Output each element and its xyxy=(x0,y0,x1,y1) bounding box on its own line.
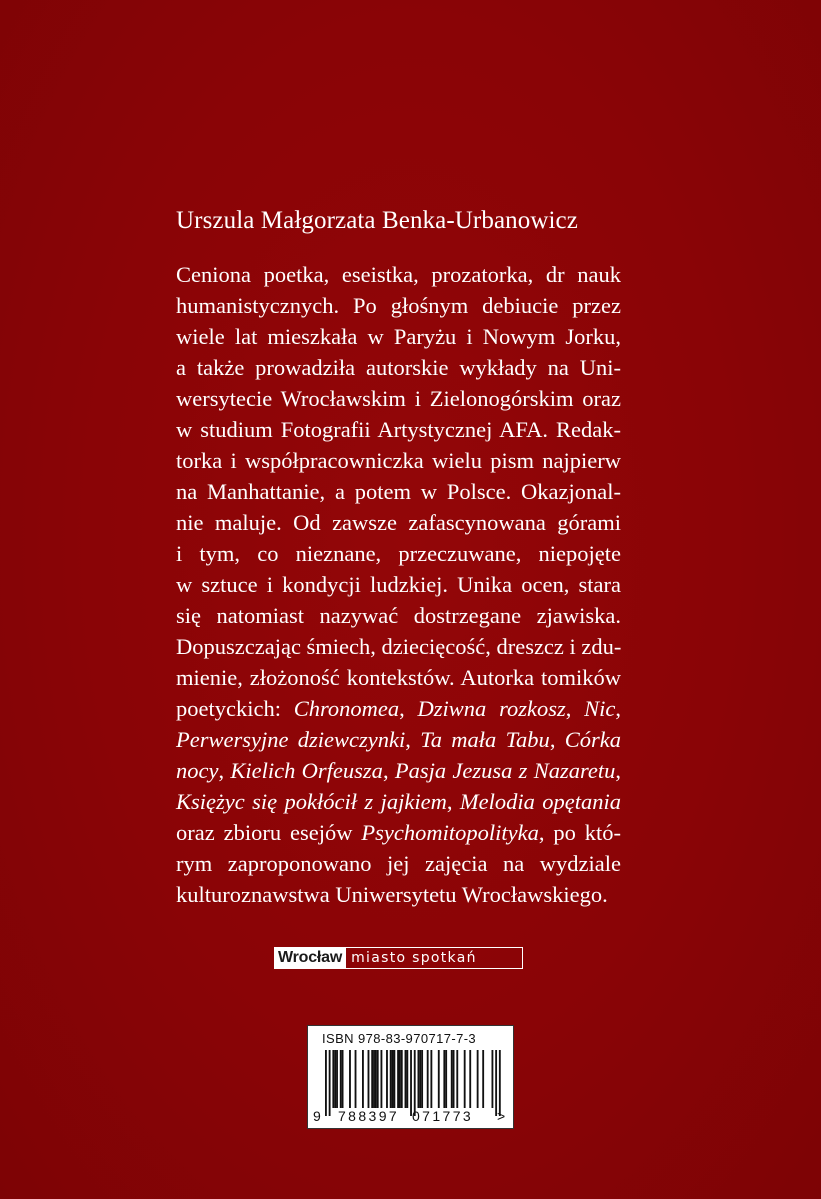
barcode-bar xyxy=(392,1050,394,1108)
bio-line xyxy=(176,414,621,445)
bio-line xyxy=(176,507,621,538)
bio-line xyxy=(176,352,621,383)
barcode-guard-bar xyxy=(495,1050,497,1116)
barcode-bar xyxy=(492,1050,494,1108)
bio-text: na Manhattanie, a potem w Polsce. Okazjonal- xyxy=(176,479,621,504)
bio-text: , xyxy=(382,758,395,783)
bio-line xyxy=(176,383,621,414)
barcode-bar xyxy=(419,1050,421,1108)
barcode-bar xyxy=(445,1050,447,1108)
author-biography xyxy=(176,259,621,910)
bio-title-italic: nocy xyxy=(176,758,219,783)
bio-text: nie maluje. Od zawsze zafascynowana górami xyxy=(176,510,621,535)
bio-text: wersytecie Wrocławskim i Zielonogórskim oraz xyxy=(176,386,621,411)
barcode-bar xyxy=(438,1050,440,1108)
bio-text: wiele lat mieszkała w Paryżu i Nowym Jorku, xyxy=(176,324,621,349)
barcode-bar xyxy=(464,1050,466,1108)
bio-text: , xyxy=(615,758,622,783)
bio-line xyxy=(176,786,621,817)
author-name: Urszula Małgorzata Benka-Urbanowicz xyxy=(176,207,578,234)
barcode-bar xyxy=(456,1050,458,1108)
bio-text: , po któ- xyxy=(538,820,621,845)
bio-text: w studium Fotografii Artystycznej AFA. Redak- xyxy=(176,417,621,442)
bio-line xyxy=(176,755,621,786)
barcode-bar xyxy=(399,1050,401,1108)
bio-text: Dopuszczając śmiech, dziecięcość, dreszcz i zdu- xyxy=(176,634,622,659)
barcode-bar xyxy=(368,1050,370,1108)
barcode-bar xyxy=(381,1050,383,1108)
barcode-bar xyxy=(401,1050,403,1108)
bio-title-italic: Perwersyjne dziewczynki xyxy=(176,727,406,752)
bio-title-italic: Pasja Jezusa z Nazaretu xyxy=(394,758,616,783)
bio-line xyxy=(176,321,621,352)
bio-text: torka i współpracowniczka wielu pism najpierw xyxy=(176,448,621,473)
bio-text: , xyxy=(549,727,565,752)
barcode-bar xyxy=(334,1050,336,1108)
wroclaw-logo xyxy=(274,947,523,969)
barcode-bar xyxy=(477,1050,479,1108)
barcode-guard-bar xyxy=(329,1050,331,1116)
barcode-bar xyxy=(418,1050,420,1108)
bio-line xyxy=(176,693,621,724)
barcode-bar xyxy=(371,1050,373,1108)
bio-text: poetyckich: xyxy=(176,696,294,721)
bio-text: , xyxy=(218,758,231,783)
bio-title-italic: Księżyc się pokłócił z jajkiem xyxy=(176,789,447,814)
bio-line xyxy=(176,569,621,600)
barcode-bar xyxy=(386,1050,388,1108)
barcode-bar xyxy=(482,1050,484,1108)
bio-line xyxy=(176,724,621,755)
barcode-bar xyxy=(427,1050,429,1108)
isbn-label: ISBN 978-83-970717-7-3 xyxy=(322,1031,477,1046)
barcode-bar xyxy=(405,1050,407,1108)
barcode-bar xyxy=(332,1050,334,1108)
barcode-bar xyxy=(342,1050,344,1108)
bio-text: humanistycznych. Po głośnym debiucie przez xyxy=(176,293,621,318)
bio-line xyxy=(176,879,621,910)
logo-city-name: Wrocław xyxy=(275,948,346,968)
barcode-bar xyxy=(430,1050,432,1108)
ean-left-digits: 788397 xyxy=(338,1108,400,1124)
bio-text: , xyxy=(405,727,421,752)
bio-text: oraz zbioru esejów xyxy=(176,820,362,845)
bio-text: mienie, złożoność kontekstów. Autorka tomików xyxy=(176,665,621,690)
bio-text: i tym, co nieznane, przeczuwane, niepojęte xyxy=(176,541,621,566)
isbn-barcode-box xyxy=(307,1025,514,1129)
barcode-bar xyxy=(362,1050,364,1108)
bio-line xyxy=(176,600,621,631)
barcode-bar xyxy=(375,1050,377,1108)
bio-line xyxy=(176,259,621,290)
barcode-bar xyxy=(443,1050,445,1108)
bio-title-italic: Chronomea xyxy=(293,696,400,721)
bio-text: , xyxy=(446,789,460,814)
bio-line xyxy=(176,445,621,476)
bio-text: w sztuce i kondycji ludzkiej. Unika ocen, stara xyxy=(176,572,621,597)
bio-title-italic: Nic xyxy=(584,696,616,721)
bio-text: , xyxy=(615,696,622,721)
bio-line xyxy=(176,817,621,848)
barcode-bar xyxy=(349,1050,351,1108)
bio-line xyxy=(176,538,621,569)
barcode-bar xyxy=(397,1050,399,1108)
ean-right-digits: 071773 xyxy=(412,1108,474,1124)
barcode-bar xyxy=(453,1050,455,1108)
barcode-bar xyxy=(377,1050,379,1108)
logo-tagline: miasto spotkań xyxy=(351,950,477,966)
barcode-bar xyxy=(340,1050,342,1108)
barcode-bar xyxy=(355,1050,357,1108)
barcode-bar xyxy=(406,1050,408,1108)
barcode-guard-bar xyxy=(325,1050,327,1116)
bio-text: a także prowadziła autorskie wykłady na Uni- xyxy=(176,355,621,380)
barcode-guard-bar xyxy=(410,1050,412,1116)
barcode-guard-bar xyxy=(414,1050,416,1116)
bio-title-italic: Kielich Orfeusza xyxy=(230,758,383,783)
barcode-bar xyxy=(421,1050,423,1108)
bio-text: się natomiast nazywać dostrzegane zjawiska. xyxy=(176,603,621,628)
bio-text: rym zaproponowano jej zajęcia na wydziale xyxy=(176,851,621,876)
bio-title-italic: Ta mała Tabu xyxy=(420,727,550,752)
bio-text: Ceniona poetka, eseistka, prozatorka, dr nauk xyxy=(176,262,621,287)
bio-title-italic: Córka xyxy=(564,727,622,752)
bio-text: kulturoznawstwa Uniwersytetu Wrocławskiego. xyxy=(176,882,608,907)
bio-line xyxy=(176,290,621,321)
ean-first-digit: 9 xyxy=(313,1108,321,1124)
bio-title-italic: Psychomitopolityka xyxy=(361,820,539,845)
barcode-bar xyxy=(469,1050,471,1108)
bio-text: , xyxy=(565,696,585,721)
bio-line xyxy=(176,476,621,507)
bio-text: , xyxy=(399,696,418,721)
barcode-bar xyxy=(390,1050,392,1108)
bio-line xyxy=(176,662,621,693)
bio-line xyxy=(176,631,621,662)
barcode-bar xyxy=(336,1050,338,1108)
ean-quiet-mark: > xyxy=(497,1108,506,1124)
bio-line xyxy=(176,848,621,879)
barcode-bar xyxy=(373,1050,375,1108)
barcode-guard-bar xyxy=(499,1050,501,1116)
bio-title-italic: Dziwna rozkosz xyxy=(417,696,566,721)
barcode-bar xyxy=(451,1050,453,1108)
bio-title-italic: Melodia opętania xyxy=(459,789,622,814)
barcode-bar xyxy=(393,1050,395,1108)
